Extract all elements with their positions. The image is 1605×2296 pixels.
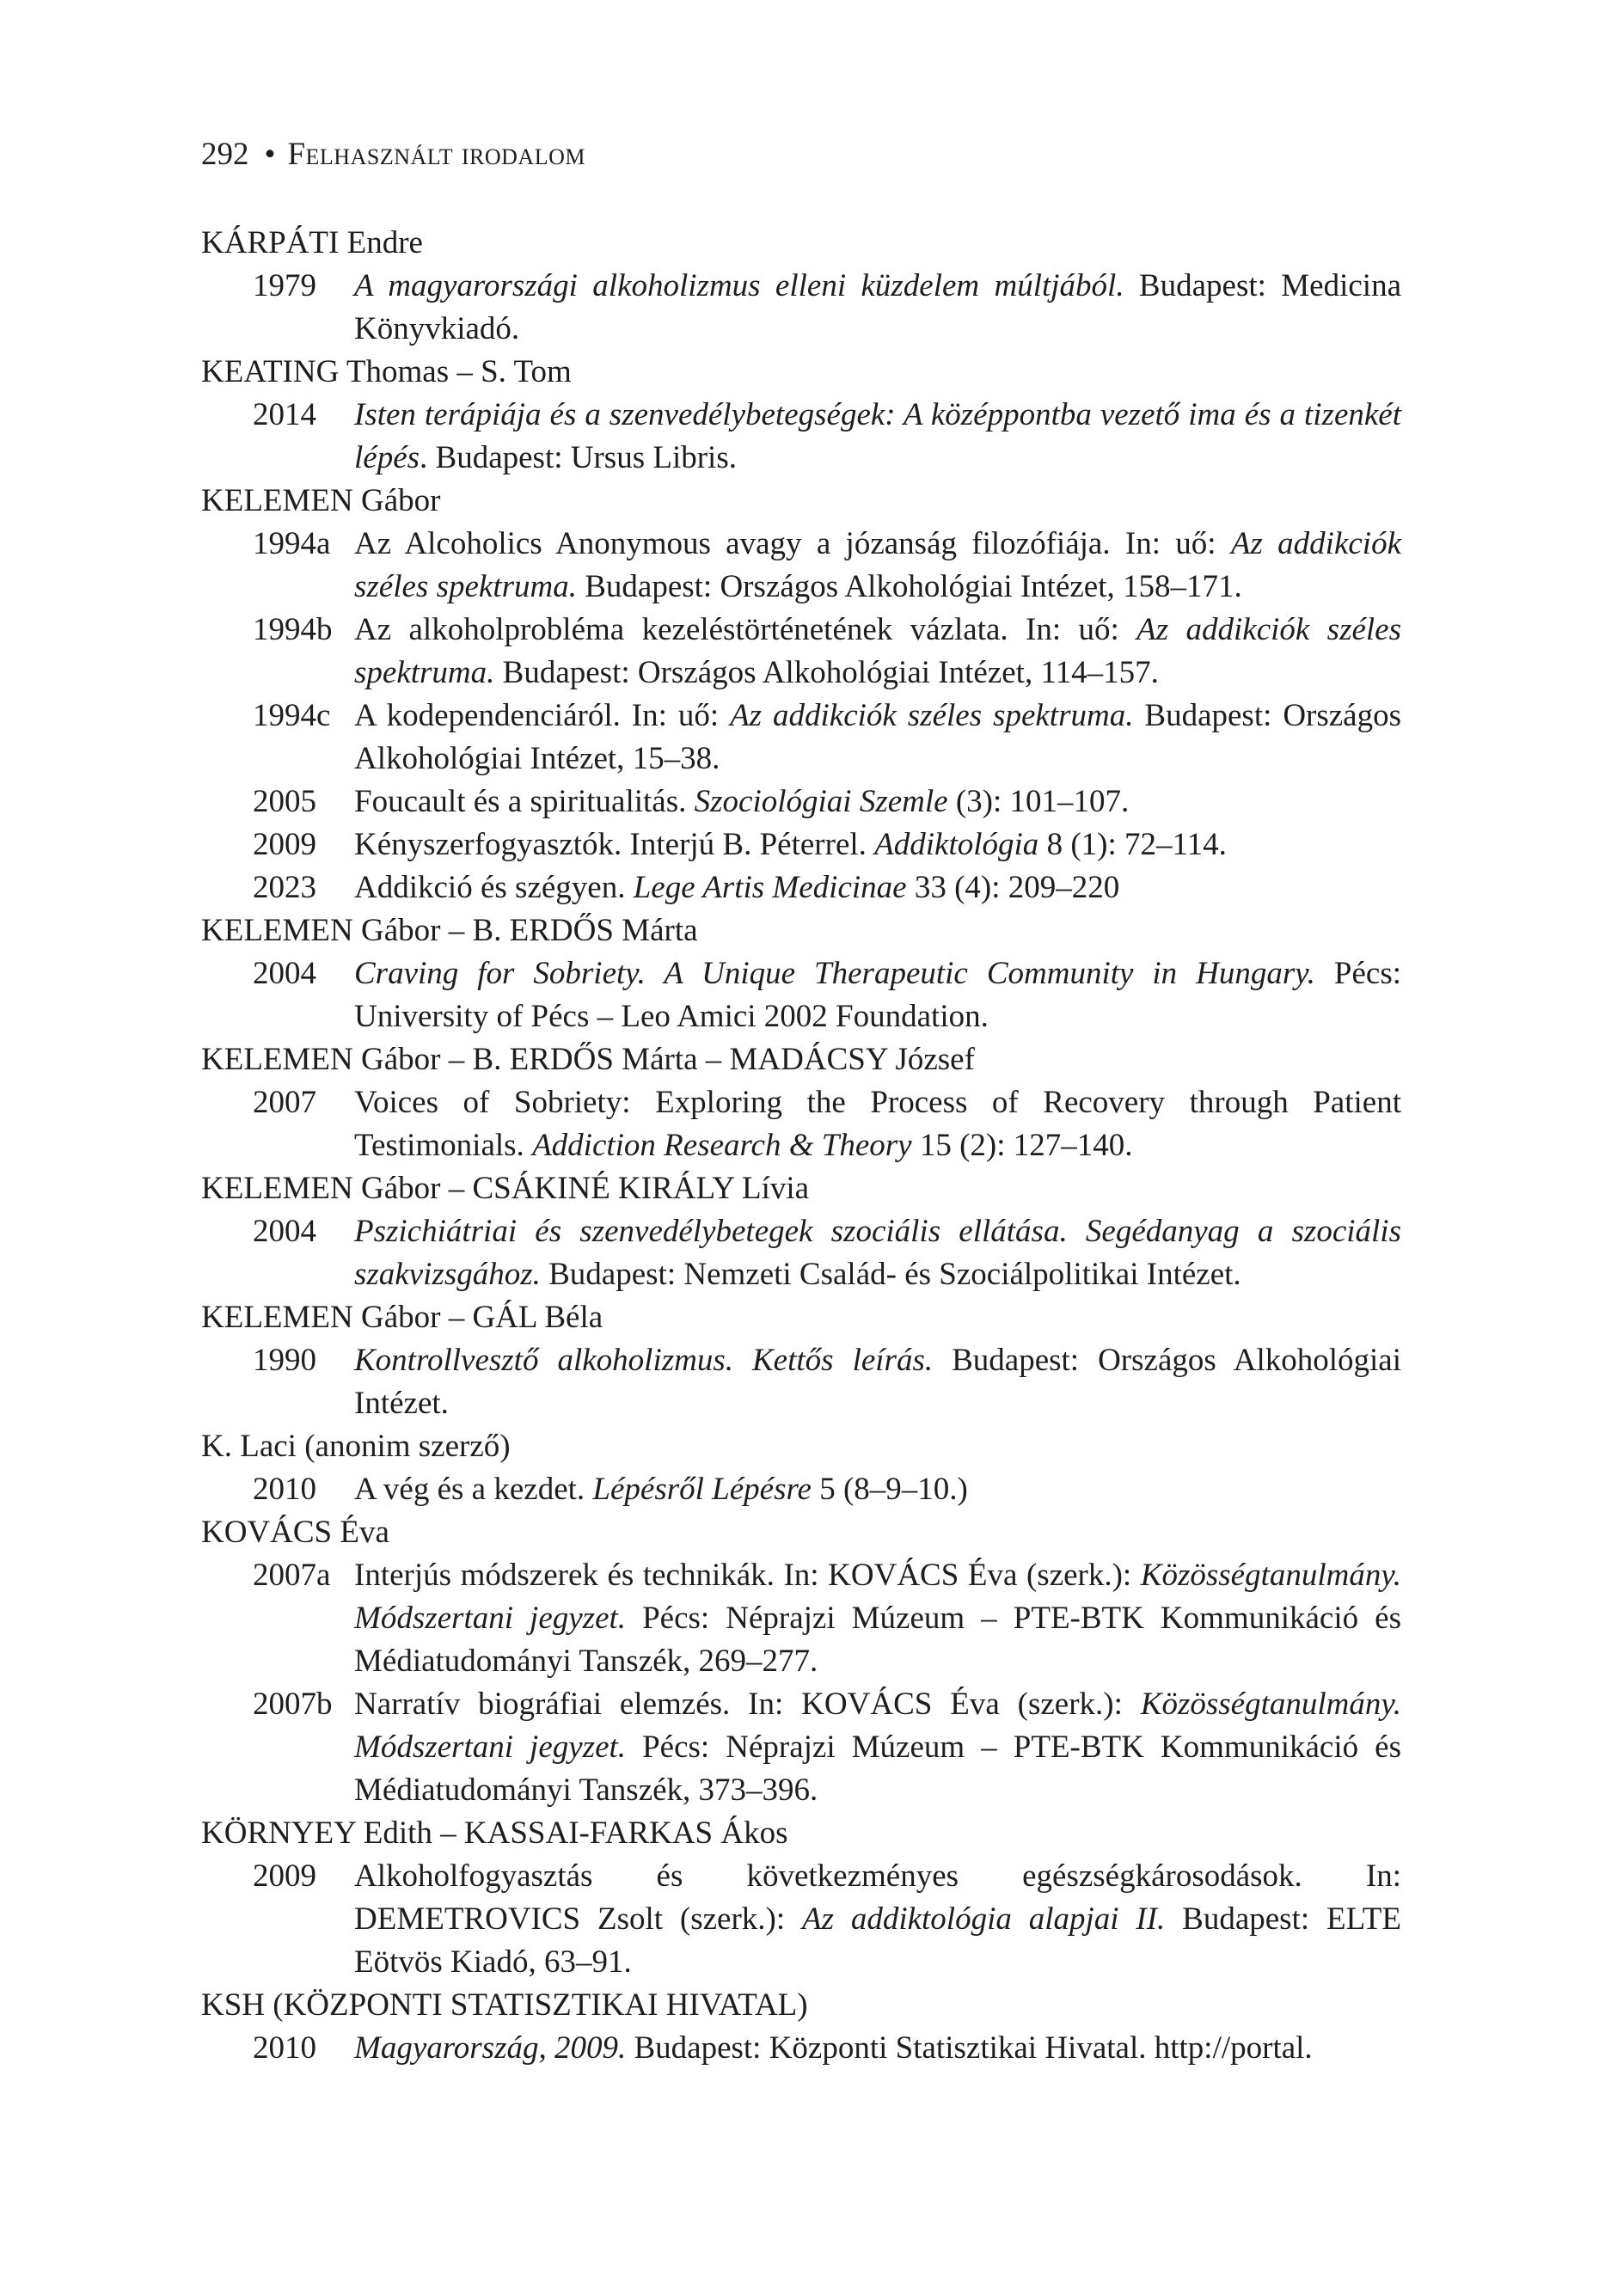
citation-title: Addiction Research & Theory bbox=[532, 1128, 912, 1163]
work-year: 2005 bbox=[253, 784, 316, 819]
citation-text: Alkoholfogyasztás és következményes egészségkárosodások. In: DEMETROVICS Zsolt (szerk.): bbox=[354, 1858, 1401, 1937]
work-item bbox=[201, 2027, 1401, 2070]
work-year: 2009 bbox=[253, 827, 316, 862]
entry-author: K. Laci (anonim szerző) bbox=[201, 1429, 511, 1464]
work-item bbox=[201, 609, 1401, 695]
citation-title: Isten terápiája és a szenvedélybetegségek: A középpontba vezető ima és a tizenkét lépés bbox=[354, 397, 1401, 475]
work-item bbox=[201, 952, 1401, 1038]
citation-text: Budapest: Nemzeti Család- és Szociálpolitikai Intézet. bbox=[540, 1257, 1241, 1292]
work-item bbox=[201, 781, 1401, 823]
citation-text: A kodependenciáról. In: uő: bbox=[354, 698, 731, 733]
bibliography-entry bbox=[201, 1511, 1401, 1812]
work-citation bbox=[354, 1554, 1401, 1683]
bibliography-entry bbox=[201, 222, 1401, 351]
citation-title: Közösségtanulmány. Módszertani jegyzet. bbox=[354, 1558, 1401, 1636]
citation-title: Az addikciók széles spektruma. bbox=[354, 526, 1402, 604]
citation-title: Az addiktológia alapjai II. bbox=[801, 1901, 1166, 1937]
work-citation bbox=[354, 1210, 1401, 1296]
work-citation bbox=[354, 823, 1401, 866]
bibliography-entry bbox=[201, 1038, 1401, 1167]
work-citation bbox=[354, 523, 1401, 609]
citation-title: Craving for Sobriety. A Unique Therapeutic Community in Hungary. bbox=[354, 956, 1315, 991]
work-year: 2010 bbox=[253, 2030, 316, 2066]
entry-author: KÖRNYEY Edith – KASSAI-FARKAS Ákos bbox=[201, 1815, 788, 1851]
bibliography-list bbox=[201, 222, 1401, 2070]
work-year: 1990 bbox=[253, 1343, 316, 1378]
entry-author: KÁRPÁTI Endre bbox=[201, 225, 423, 260]
citation-title: Kontrollvesztő alkoholizmus. Kettős leírás. bbox=[354, 1343, 934, 1378]
entry-author: KELEMEN Gábor – GÁL Béla bbox=[201, 1300, 603, 1335]
work-year: 2009 bbox=[253, 1858, 316, 1894]
running-header bbox=[201, 136, 585, 174]
entry-author: KSH (KÖZPONTI STATISZTIKAI HIVATAL) bbox=[201, 1987, 808, 2023]
work-citation bbox=[354, 1081, 1401, 1167]
bibliography-entry bbox=[201, 1812, 1401, 1984]
work-citation bbox=[354, 1339, 1401, 1425]
citation-text: Voices of Sobriety: Exploring the Process of Recovery through Patient Testimonials. bbox=[354, 1085, 1401, 1163]
work-year: 2004 bbox=[253, 956, 316, 991]
citation-text: Budapest: Központi Statisztikai Hivatal. http://portal. bbox=[626, 2030, 1313, 2066]
citation-title: Lépésről Lépésre bbox=[592, 1472, 812, 1507]
work-item bbox=[201, 1468, 1401, 1511]
citation-text: Budapest: Országos Alkohológiai Intézet. bbox=[354, 1343, 1401, 1421]
citation-title: Az addikciók széles spektruma. bbox=[730, 698, 1134, 733]
work-item bbox=[201, 866, 1401, 909]
bibliography-entry bbox=[201, 1167, 1401, 1296]
work-item bbox=[201, 1554, 1401, 1683]
citation-text: Budapest: Medicina Könyvkiadó. bbox=[354, 268, 1401, 346]
citation-text: Az Alcoholics Anonymous avagy a józanság filozófiája. In: uő: bbox=[354, 526, 1231, 561]
citation-text: 5 (8–9–10.) bbox=[811, 1472, 968, 1507]
citation-text: . Budapest: Ursus Libris. bbox=[420, 440, 737, 475]
work-citation bbox=[354, 781, 1401, 823]
work-citation bbox=[354, 1468, 1401, 1511]
bibliography-entry bbox=[201, 1984, 1401, 2070]
entry-author: KEATING Thomas – S. Tom bbox=[201, 354, 572, 389]
citation-text: Foucault és a spiritualitás. bbox=[354, 784, 695, 819]
citation-text: 15 (2): 127–140. bbox=[911, 1128, 1133, 1163]
citation-text: Budapest: ELTE Eötvös Kiadó, 63–91. bbox=[354, 1901, 1401, 1980]
work-citation bbox=[354, 609, 1401, 695]
work-item bbox=[201, 394, 1401, 480]
citation-text: Pécs: Néprajzi Múzeum – PTE-BTK Kommunikáció és Médiatudományi Tanszék, 373–396. bbox=[354, 1730, 1401, 1808]
work-year: 1994b bbox=[253, 612, 333, 647]
citation-title: Addiktológia bbox=[874, 827, 1039, 862]
entry-author: KELEMEN Gábor – CSÁKINÉ KIRÁLY Lívia bbox=[201, 1171, 810, 1206]
work-year: 2007a bbox=[253, 1558, 331, 1593]
citation-text: 8 (1): 72–114. bbox=[1038, 827, 1227, 862]
citation-title: Az addikciók széles spektruma. bbox=[354, 612, 1401, 690]
bibliography-entry bbox=[201, 1296, 1401, 1425]
citation-title: Lege Artis Medicinae bbox=[633, 870, 907, 905]
work-year: 1979 bbox=[253, 268, 316, 303]
work-year: 1994a bbox=[253, 526, 331, 561]
work-item bbox=[201, 1855, 1401, 1984]
citation-text: Pécs: University of Pécs – Leo Amici 2002 Foundation. bbox=[354, 956, 1402, 1034]
citation-text: 33 (4): 209–220 bbox=[906, 870, 1120, 905]
work-item bbox=[201, 823, 1401, 866]
work-item bbox=[201, 1339, 1401, 1425]
work-citation bbox=[354, 695, 1401, 781]
work-citation bbox=[354, 1855, 1401, 1984]
citation-text: A vég és a kezdet. bbox=[354, 1472, 593, 1507]
work-citation bbox=[354, 866, 1401, 909]
entry-author: KELEMEN Gábor – B. ERDŐS Márta bbox=[201, 913, 698, 948]
bibliography-entry bbox=[201, 909, 1401, 1038]
citation-text: Az alkoholprobléma kezeléstörténetének vázlata. In: uő: bbox=[354, 612, 1137, 647]
work-year: 2010 bbox=[253, 1472, 316, 1507]
citation-text: Budapest: Országos Alkohológiai Intézet, 114–157. bbox=[494, 655, 1159, 690]
work-year: 2023 bbox=[253, 870, 316, 905]
work-item bbox=[201, 695, 1401, 781]
work-item bbox=[201, 523, 1401, 609]
citation-text: Interjús módszerek és technikák. In: KOVÁCS Éva (szerk.): bbox=[354, 1558, 1141, 1593]
header-bullet: • bbox=[264, 137, 276, 172]
citation-text: (3): 101–107. bbox=[947, 784, 1130, 819]
work-item bbox=[201, 1081, 1401, 1167]
citation-title: Magyarország, 2009. bbox=[354, 2030, 627, 2066]
work-year: 1994c bbox=[253, 698, 331, 733]
citation-title: Közösségtanulmány. Módszertani jegyzet. bbox=[354, 1687, 1401, 1765]
citation-text: Pécs: Néprajzi Múzeum – PTE-BTK Kommunikáció és Médiatudományi Tanszék, 269–277. bbox=[354, 1601, 1401, 1679]
bibliography-entry bbox=[201, 1425, 1401, 1511]
work-citation bbox=[354, 394, 1401, 480]
work-year: 2007b bbox=[253, 1687, 333, 1722]
work-citation bbox=[354, 2027, 1401, 2070]
entry-author: KOVÁCS Éva bbox=[201, 1515, 389, 1550]
work-year: 2007 bbox=[253, 1085, 316, 1120]
work-year: 2014 bbox=[253, 397, 316, 432]
work-item bbox=[201, 1210, 1401, 1296]
citation-text: Narratív biográfiai elemzés. In: KOVÁCS Éva (szerk.): bbox=[354, 1687, 1141, 1722]
citation-text: Budapest: Országos Alkohológiai Intézet, 15–38. bbox=[354, 698, 1402, 776]
work-citation bbox=[354, 1683, 1401, 1812]
page-number: 292 bbox=[201, 137, 249, 172]
work-year: 2004 bbox=[253, 1214, 316, 1249]
work-item bbox=[201, 265, 1401, 351]
bibliography-entry bbox=[201, 351, 1401, 480]
citation-text: Kényszerfogyasztók. Interjú B. Péterrel. bbox=[354, 827, 875, 862]
citation-title: Szociológiai Szemle bbox=[694, 784, 948, 819]
entry-author: KELEMEN Gábor – B. ERDŐS Márta – MADÁCSY József bbox=[201, 1042, 975, 1077]
citation-text: Budapest: Országos Alkohológiai Intézet, 158–171. bbox=[576, 569, 1242, 604]
entry-author: KELEMEN Gábor bbox=[201, 483, 441, 518]
section-title: Felhasznált irodalom bbox=[287, 137, 585, 172]
work-item bbox=[201, 1683, 1401, 1812]
citation-title: A magyarországi alkoholizmus elleni küzdelem múltjából. bbox=[354, 268, 1124, 303]
citation-title: Pszichiátriai és szenvedélybetegek szociális ellátása. Segédanyag a szociális szakvizsgához. bbox=[354, 1214, 1401, 1292]
bibliography-entry bbox=[201, 480, 1401, 909]
work-citation bbox=[354, 265, 1401, 351]
work-citation bbox=[354, 952, 1401, 1038]
citation-text: Addikció és szégyen. bbox=[354, 870, 634, 905]
